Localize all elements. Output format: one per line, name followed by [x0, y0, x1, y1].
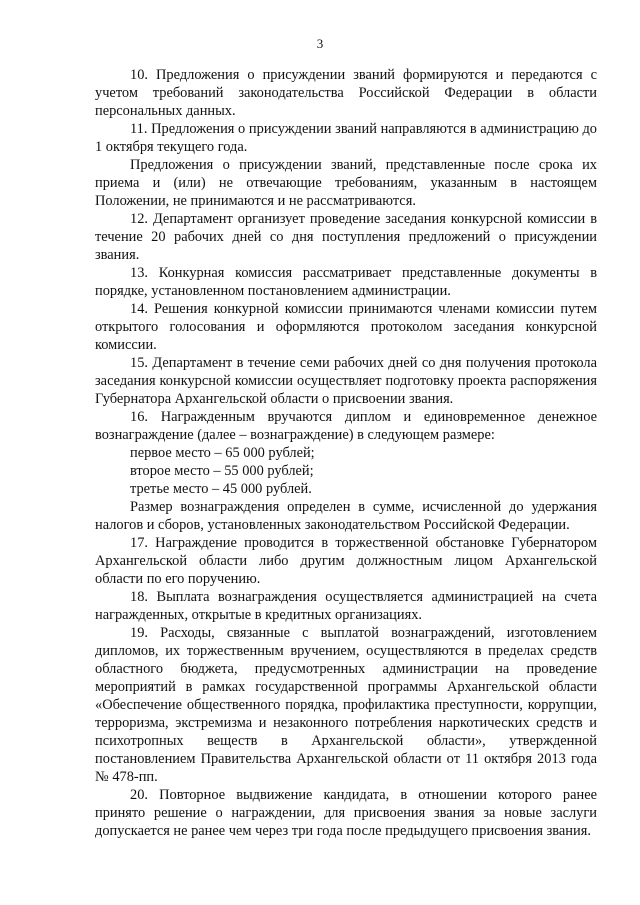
paragraph-14: 14. Решения конкурной комиссии принимаются членами комиссии путем открытого голосования и оформляются протоколом заседания конкурсной комиссии.	[95, 301, 597, 353]
award-third-place: третье место – 45 000 рублей.	[130, 481, 312, 497]
paragraph-11-continuation: Предложения о присуждении званий, представленные после срока их приема и (или) не отвечающие требованиям, указанным в настоящем Положении, не принимаются и не рассматриваются.	[95, 157, 597, 209]
award-second-place: второе место – 55 000 рублей;	[130, 463, 314, 479]
paragraph-10: 10. Предложения о присуждении званий формируются и передаются с учетом требований законодательства Российской Федерации в области персональных данных.	[95, 67, 597, 119]
paragraph-20: 20. Повторное выдвижение кандидата, в отношении которого ранее принято решение о награждении, для присвоения звания за новые заслуги допускается не ранее чем через три года после предыдущего присвоения звания.	[95, 787, 597, 839]
document-body	[95, 66, 597, 840]
paragraph-12: 12. Департамент организует проведение заседания конкурсной комиссии в течение 20 рабочих дней со дня поступления предложений о присуждении звания.	[95, 211, 597, 263]
paragraph-17: 17. Награждение проводится в торжественной обстановке Губернатором Архангельской области либо другим должностным лицом Архангельской области по его поручению.	[95, 535, 597, 587]
paragraph-13: 13. Конкурная комиссия рассматривает представленные документы в порядке, установленном постановлением администрации.	[95, 265, 597, 299]
paragraph-19: 19. Расходы, связанные с выплатой вознаграждений, изготовлением дипломов, их торжественным вручением, осуществляются в пределах средств областного бюджета, предусмотренных администрации на проведение мероприятий в рамках государственной программы Архангельской области «Обеспечение общественного порядка, профилактика преступности, коррупции, терроризма, экстремизма и незаконного потребления наркотических средств и психотропных веществ в Архангельской области», утвержденной постановлением Правительства Архангельской области от 11 октября 2013 года № 478-пп.	[95, 625, 597, 785]
paragraph-16-continuation: Размер вознаграждения определен в сумме, исчисленной до удержания налогов и сборов, установленных законодательством Российской Федерации.	[95, 499, 597, 533]
paragraph-11: 11. Предложения о присуждении званий направляются в администрацию до 1 октября текущего года.	[95, 121, 597, 155]
paragraph-16: 16. Награжденным вручаются диплом и единовременное денежное вознаграждение (далее – вознаграждение) в следующем размере:	[95, 409, 597, 443]
page-number: 3	[316, 36, 324, 51]
paragraph-18: 18. Выплата вознаграждения осуществляется администрацией на счета награжденных, открытые в кредитных организациях.	[95, 589, 597, 623]
award-first-place: первое место – 65 000 рублей;	[130, 445, 315, 461]
paragraph-15: 15. Департамент в течение семи рабочих дней со дня получения протокола заседания конкурсной комиссии осуществляет подготовку проекта распоряжения Губернатора Архангельской области о присвоении звания.	[95, 355, 597, 407]
